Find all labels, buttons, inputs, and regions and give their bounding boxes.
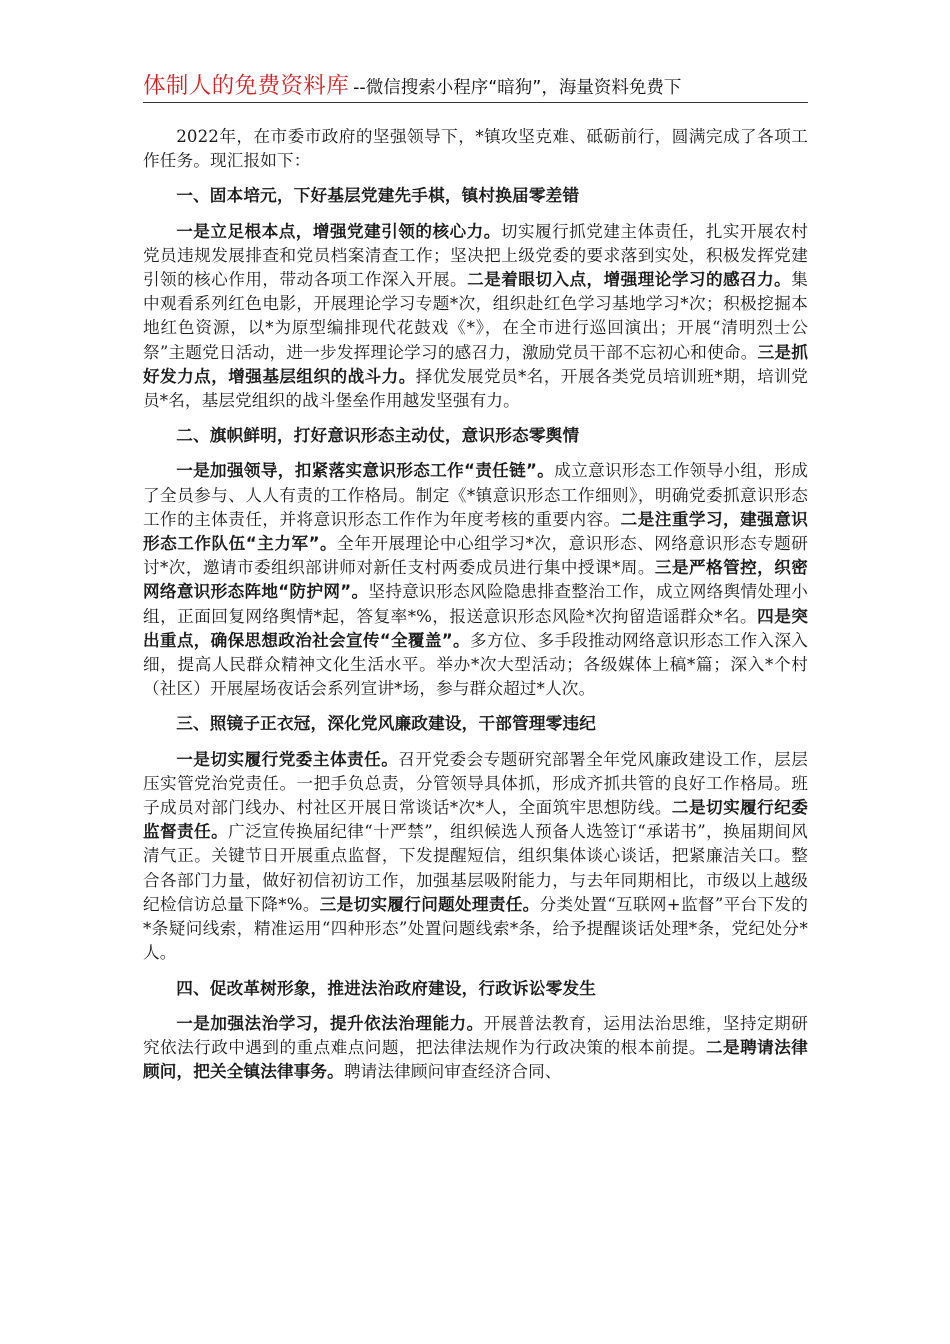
bold-lead: 二是聘请法律顾问，把关全镇法律事务。 [143,1037,808,1082]
section-4 [143,977,808,1085]
section-3 [143,712,808,965]
document-body [143,125,808,1084]
header-tagline: --微信搜索小程序“暗狗”，海量资料免费下 [353,78,682,98]
section-paragraph [143,748,808,966]
bold-lead: 三是抓好发力点，增强基层组织的战斗力。 [143,342,808,386]
intro-paragraph: 2022年，在市委市政府的坚强领导下，*镇攻坚克难、砥砺前行，圆满完成了各项工作任务。现汇报如下： [143,127,808,171]
bold-lead: 二是注重学习，建强意识形态工作队伍“主力军”。 [143,509,808,554]
paragraph-text: 择优发展党员*名，开展各类党员培训班*期，培训党员*名，基层党组织的战斗堡垒作用越发坚强有力。 [143,366,808,411]
paragraph-text: 分类处置“互联网+监督”平台下发的*条疑问线索，精准运用“四种形态”处置问题线索*条，给予提醒谈话处理*条，党纪处分*人。 [143,894,809,963]
paragraph-text: 全年开展理论中心组学习*次，意识形态、网络意识形态专题研讨*次，邀请市委组织部讲师对新任支村两委成员进行集中授课*周。 [143,534,808,578]
section-paragraph [143,220,808,414]
section-heading: 二、旗帜鲜明，打好意识形态主动仗，意识形态零舆情 [176,426,580,446]
section-heading: 三、照镜子正衣冠，深化党风廉政建设，干部管理零违纪 [176,714,597,734]
section-2 [143,424,808,701]
bold-lead: 三是严格管控，织密网络意识形态阵地“防护网”。 [143,558,808,602]
bold-lead: 一是加强法治学习，提升依法治理能力。 [176,1013,484,1033]
paragraph-text: 成立意识形态工作领导小组，形成了全员参与、人人有责的工作格局。制定《*镇意识形态工作细则》，明确党委抓意识形态工作的主体责任，并将意识形态工作作为年度考核的重要内容。 [143,461,809,529]
bold-lead: 三是切实履行问题处理责任。 [319,894,540,914]
section-heading: 一、固本培元，下好基层党建先手棋，镇村换届零差错 [176,186,580,206]
bold-lead: 二是切实履行纪委监督责任。 [143,798,808,842]
bold-lead: 一是加强领导，扣紧落实意识形态工作“责任链”。 [176,461,555,481]
section-paragraph [143,1012,808,1085]
bold-lead: 一是立足根本点，增强党建引领的核心力。 [176,221,501,241]
paragraph-text: 集中观看系列红色电影，开展理论学习专题*次，组织赴红色学习基地学习*次；积极挖掘本地红色资源，以*为原型编排现代花鼓戏《*》，在全市进行巡回演出；开展“清明烈士公祭”主题党日活动，进一步发挥理论学习的感召力，激励党员干部不忘初心和使命。 [143,270,808,362]
bold-lead: 四是突出重点，确保思想政治社会宣传“全覆盖”。 [143,606,808,650]
paragraph-text: 聘请法律顾问审查经济合同、 [343,1062,562,1082]
paragraph-text: 多方位、多手段推动网络意识形态工作入深入细，提高人民群众精神文化生活水平。举办*次大型活动；各级媒体上稿*篇；深入*个村（社区）开展屋场夜话会系列宣讲*场，参与群众超过*人次。 [143,630,809,699]
section-paragraph [143,459,808,701]
bold-lead: 一是切实履行党委主体责任。 [176,749,399,769]
paragraph-text: 切实履行抓党建主体责任，扎实开展农村党员违规发展排查和党员档案清查工作；坚决把上级党委的要求落到实处，积极发挥党建引领的核心作用，带动各项工作深入开展。 [143,221,808,290]
paragraph-text: 召开党委会专题研究部署全年党风廉政建设工作，层层压实管党治党责任。一把手负总责，分管领导具体抓，形成齐抓共管的良好工作格局。班子成员对部门线办、村社区开展日常谈话*次*人，全面筑牢思想防线。 [143,749,808,818]
paragraph-text: 坚持意识形态风险隐患排查整治工作，成立网络舆情处理小组，正面回复网络舆情*起，答复率*%，报送意识形态风险*次拘留造谣群众*名。 [143,582,808,626]
section-heading: 四、促改革树形象，推进法治政府建设，行政诉讼零发生 [176,978,597,998]
section-1 [143,184,808,413]
paragraph-text: 开展普法教育，运用法治思维，坚持定期研究依法行政中遇到的重点难点问题，把法律法规作为行政决策的根本前提。 [143,1013,808,1057]
header-brand: 体制人的免费资料库 [143,73,350,99]
page-header [143,68,808,103]
bold-lead: 二是着眼切入点，增强理论学习的感召力。 [467,270,792,290]
paragraph-text: 广泛宣传换届纪律“十严禁”，组织候选人预备人选签订“承诺书”，换届期间风清气正。关键节日开展重点监督，下发提醒短信，组织集体谈心谈话，把紧廉洁关口。整合各部门力量，做好初信初访工作，加强基层吸附能力，与去年同期相比，市级以上越级纪检信访总量下降*%。 [143,822,808,914]
